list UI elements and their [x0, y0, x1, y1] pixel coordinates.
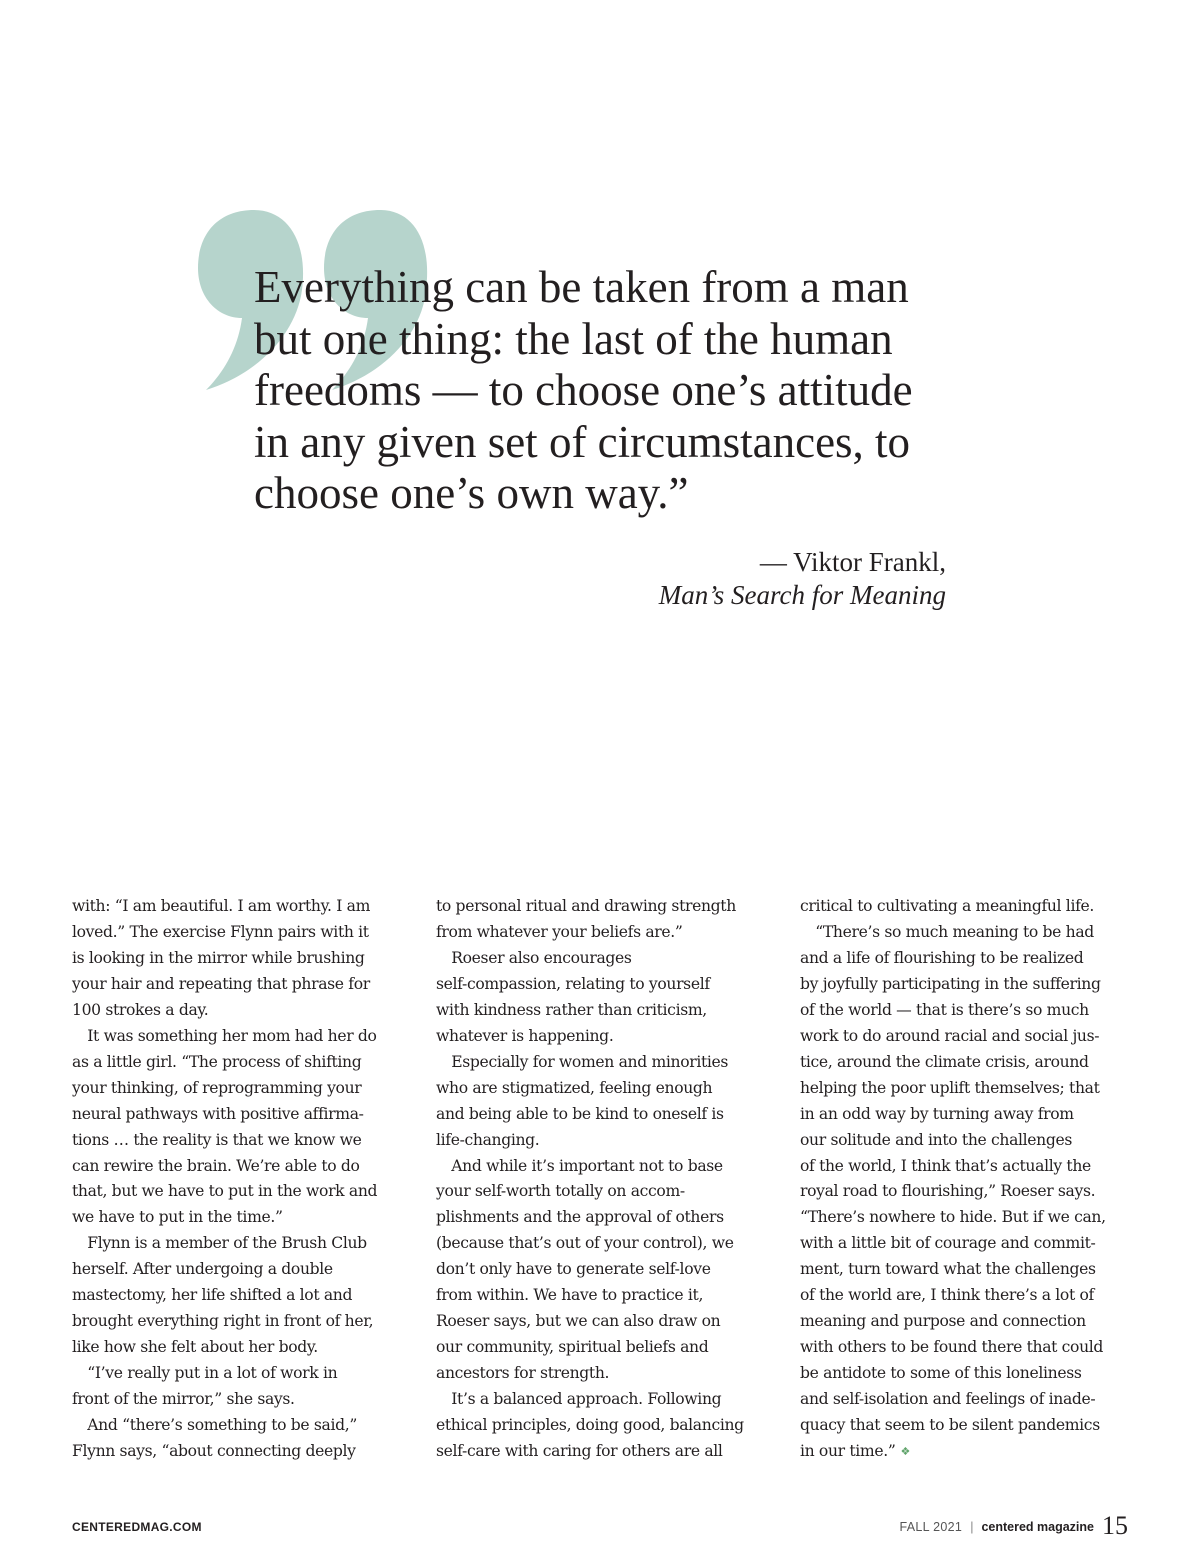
text-line: (because that’s out of your control), we: [436, 1234, 734, 1253]
text-line: self-compassion, relating to yourself: [436, 974, 710, 993]
footer-issue: FALL 2021: [899, 1520, 963, 1534]
text-line: in an odd way by turning away from: [800, 1104, 1074, 1123]
text-line: 100 strokes a day.: [72, 1000, 209, 1019]
article-column-1: [72, 894, 432, 1465]
text-line: from within. We have to practice it,: [436, 1286, 704, 1305]
text-line: with kindness rather than criticism,: [436, 1000, 707, 1019]
text-line: your self-worth totally on accom-: [436, 1182, 685, 1201]
text-line: It was something her mom had her do: [72, 1026, 377, 1045]
text-line: brought everything right in front of her,: [72, 1312, 374, 1331]
text-line: Roeser says, but we can also draw on: [436, 1312, 721, 1331]
text-line: our solitude and into the challenges: [800, 1130, 1073, 1149]
text-line: to personal ritual and drawing strength: [436, 897, 736, 915]
text-line: mastectomy, her life shifted a lot and: [72, 1286, 353, 1305]
pull-quote-line: but one thing: the last of the human: [254, 313, 893, 364]
text-line: tice, around the climate crisis, around: [800, 1052, 1089, 1071]
footer-folio: [899, 1511, 1128, 1541]
article-column-2: [436, 894, 796, 1465]
quote-attribution: [659, 546, 946, 612]
text-line: as a little girl. “The process of shifting: [72, 1052, 362, 1071]
page-number: 15: [1102, 1511, 1128, 1540]
text-line: ethical principles, doing good, balancing: [436, 1416, 744, 1435]
text-line: be antidote to some of this loneliness: [800, 1364, 1082, 1383]
text-line: don’t only have to generate self-love: [436, 1260, 711, 1279]
text-line-content: in our time.”: [800, 1442, 896, 1461]
text-line: work to do around racial and social jus-: [800, 1026, 1100, 1045]
text-line: ment, turn toward what the challenges: [800, 1260, 1096, 1279]
pull-quote-line: Everything can be taken from a man: [254, 262, 909, 312]
text-line: “There’s nowhere to hide. But if we can,: [800, 1208, 1106, 1227]
text-line: Roeser also encourages: [436, 948, 632, 967]
text-line: And while it’s important not to base: [436, 1156, 723, 1175]
text-line: Flynn is a member of the Brush Club: [72, 1234, 367, 1253]
footer-magazine-name: centered magazine: [981, 1520, 1094, 1534]
text-line: whatever is happening.: [436, 1026, 614, 1045]
text-line: our community, spiritual beliefs and: [436, 1338, 709, 1357]
footer-website: CENTEREDMAG.COM: [72, 1520, 202, 1534]
text-line: It’s a balanced approach. Following: [436, 1390, 722, 1409]
text-line: we have to put in the time.”: [72, 1208, 283, 1227]
text-line: front of the mirror,” she says.: [72, 1390, 295, 1409]
text-line: with a little bit of courage and commit-: [800, 1234, 1096, 1253]
text-line: royal road to flourishing,” Roeser says.: [800, 1182, 1096, 1201]
text-line: and self-isolation and feelings of inade-: [800, 1390, 1096, 1409]
text-line: and a life of flourishing to be realized: [800, 948, 1084, 967]
text-line: [800, 1439, 1160, 1465]
pull-quote-line: freedoms — to choose one’s attitude: [254, 365, 913, 415]
quote-author: — Viktor Frankl,: [759, 547, 946, 577]
text-line: herself. After undergoing a double: [72, 1260, 333, 1279]
text-line: plishments and the approval of others: [436, 1208, 724, 1227]
text-line: critical to cultivating a meaningful life.: [800, 897, 1094, 915]
text-line: ancestors for strength.: [436, 1364, 610, 1383]
text-line: “I’ve really put in a lot of work in: [72, 1364, 338, 1383]
text-line: who are stigmatized, feeling enough: [436, 1078, 713, 1097]
text-line: from whatever your beliefs are.”: [436, 922, 683, 941]
text-line: with others to be found there that could: [800, 1338, 1104, 1357]
text-line: life-changing.: [436, 1130, 540, 1149]
text-line: of the world, I think that’s actually the: [800, 1156, 1091, 1175]
footer-separator: |: [970, 1520, 974, 1534]
text-line: your hair and repeating that phrase for: [72, 974, 370, 993]
text-line: neural pathways with positive affirma-: [72, 1104, 364, 1123]
pull-quote-line: choose one’s own way.”: [254, 468, 689, 518]
text-line: self-care with caring for others are all: [436, 1442, 723, 1461]
end-of-article-icon: ❖: [900, 1445, 910, 1459]
quote-source-title: Man’s Search for Meaning: [658, 580, 946, 610]
text-line: like how she felt about her body.: [72, 1338, 318, 1357]
text-line: is looking in the mirror while brushing: [72, 948, 365, 967]
text-line: loved.” The exercise Flynn pairs with it: [72, 922, 369, 941]
text-line: “There’s so much meaning to be had: [800, 922, 1094, 941]
text-line: And “there’s something to be said,”: [72, 1416, 358, 1435]
pull-quote-line: in any given set of circumstances, to: [254, 416, 911, 467]
pull-quote: [254, 262, 974, 520]
text-line: can rewire the brain. We’re able to do: [72, 1156, 360, 1175]
text-line: and being able to be kind to oneself is: [436, 1104, 724, 1123]
text-line: meaning and purpose and connection: [800, 1312, 1086, 1331]
text-line: of the world — that is there’s so much: [800, 1000, 1089, 1019]
text-line: of the world are, I think there’s a lot of: [800, 1286, 1094, 1305]
text-line: that, but we have to put in the work and: [72, 1182, 378, 1201]
text-line: Flynn says, “about connecting deeply: [72, 1442, 356, 1461]
text-line: Especially for women and minorities: [436, 1052, 729, 1071]
text-line: quacy that seem to be silent pandemics: [800, 1416, 1100, 1435]
text-line: helping the poor uplift themselves; that: [800, 1078, 1100, 1097]
text-line: by joyfully participating in the suffering: [800, 974, 1101, 993]
article-column-3: [800, 894, 1160, 1465]
text-line: tions … the reality is that we know we: [72, 1130, 362, 1149]
text-line: your thinking, of reprogramming your: [72, 1078, 362, 1097]
text-line: with: “I am beautiful. I am worthy. I am: [72, 897, 371, 915]
